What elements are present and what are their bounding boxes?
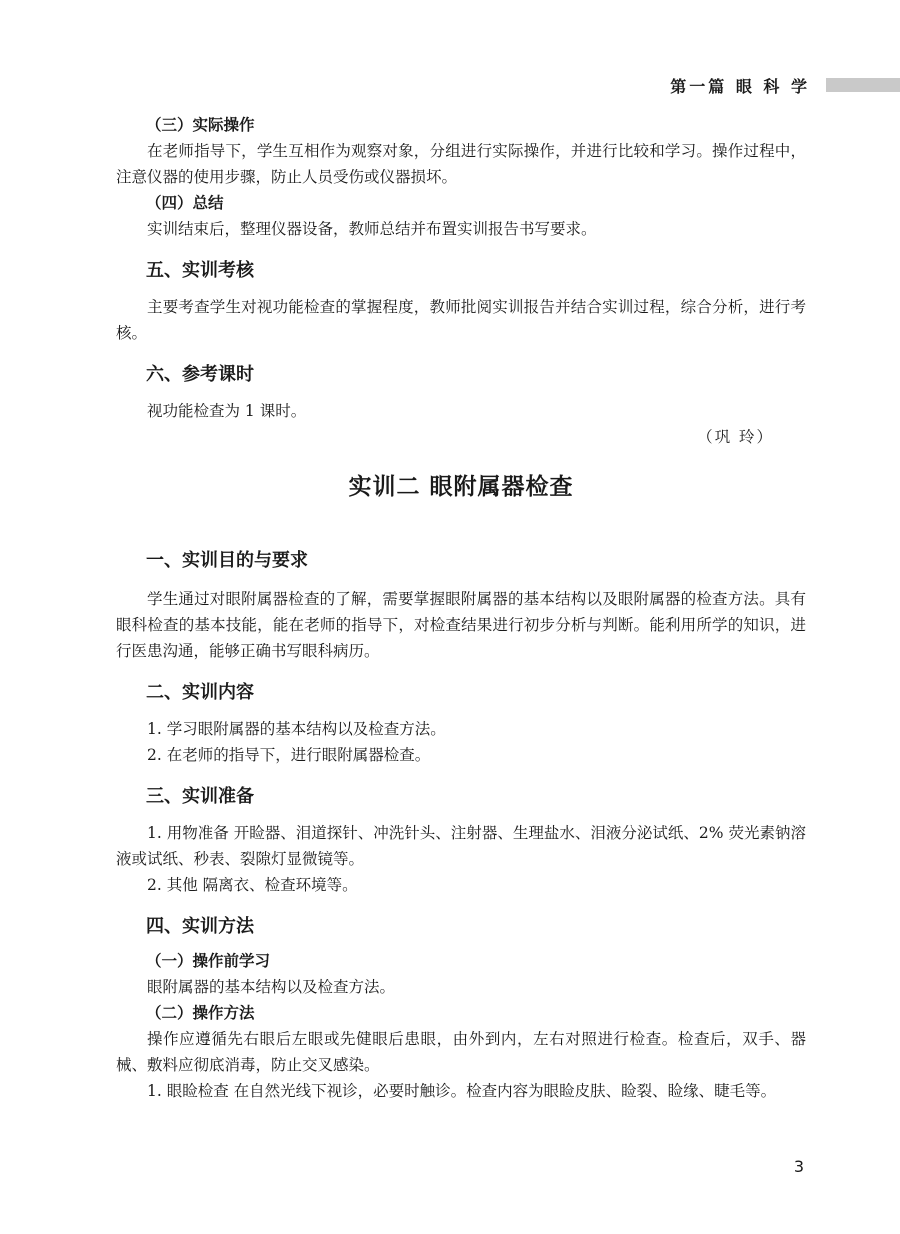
section-heading: 六、参考课时 xyxy=(146,364,254,385)
section-heading: 二、实训内容 xyxy=(146,682,254,703)
list-item: 1. 学习眼附属器的基本结构以及检查方法。 xyxy=(147,720,446,738)
list-item: 2. 在老师的指导下，进行眼附属器检查。 xyxy=(147,746,431,764)
section-heading: 五、实训考核 xyxy=(146,260,254,281)
paragraph: 视功能检查为 1 课时。 xyxy=(147,402,307,420)
header-title: 第一篇 眼 科 学 xyxy=(670,76,810,96)
page-number: 3 xyxy=(793,1157,804,1176)
page-content xyxy=(116,112,806,1104)
paragraph: 实训结束后，整理仪器设备，教师总结并布置实训报告书写要求。 xyxy=(147,220,597,238)
subsection-title: （一）操作前学习 xyxy=(146,952,271,970)
subsection-title: （三）实际操作 xyxy=(146,116,255,134)
paragraph: 眼附属器的基本结构以及检查方法。 xyxy=(147,978,396,996)
list-item: 1. 眼睑检查 在自然光线下视诊，必要时触诊。检查内容为眼睑皮肤、睑裂、睑缘、睫毛等。 xyxy=(147,1082,777,1100)
subsection-title: （二）操作方法 xyxy=(146,1004,255,1022)
section-heading: 四、实训方法 xyxy=(146,916,254,937)
list-item: 1. 用物准备 开睑器、泪道探针、冲洗针头、注射器、生理盐水、泪液分泌试纸、2% 荧光素钠溶液或试纸、秒表、裂隙灯显微镜等。 xyxy=(116,824,806,868)
paragraph: 在老师指导下，学生互相作为观察对象，分组进行实际操作，并进行比较和学习。操作过程中，注意仪器的使用步骤，防止人员受伤或仪器损坏。 xyxy=(116,142,806,186)
header-bar xyxy=(826,78,900,92)
chapter-title: 实训二 眼附属器检查 xyxy=(348,474,574,500)
author-credit: （巩 玲） xyxy=(697,428,774,446)
running-header xyxy=(670,74,900,96)
paragraph: 主要考查学生对视功能检查的掌握程度，教师批阅实训报告并结合实训过程，综合分析，进行考核。 xyxy=(116,298,806,342)
section-heading: 三、实训准备 xyxy=(146,786,254,807)
paragraph: 操作应遵循先右眼后左眼或先健眼后患眼，由外到内，左右对照进行检查。检查后，双手、器械、敷料应彻底消毒，防止交叉感染。 xyxy=(116,1030,806,1074)
section-heading: 一、实训目的与要求 xyxy=(146,550,308,571)
subsection-title: （四）总结 xyxy=(146,194,224,212)
paragraph: 学生通过对眼附属器检查的了解，需要掌握眼附属器的基本结构以及眼附属器的检查方法。具有眼科检查的基本技能，能在老师的指导下，对检查结果进行初步分析与判断。能利用所学的知识，进行医患沟通，能够正确书写眼科病历。 xyxy=(116,590,806,660)
list-item: 2. 其他 隔离衣、检查环境等。 xyxy=(147,876,358,894)
